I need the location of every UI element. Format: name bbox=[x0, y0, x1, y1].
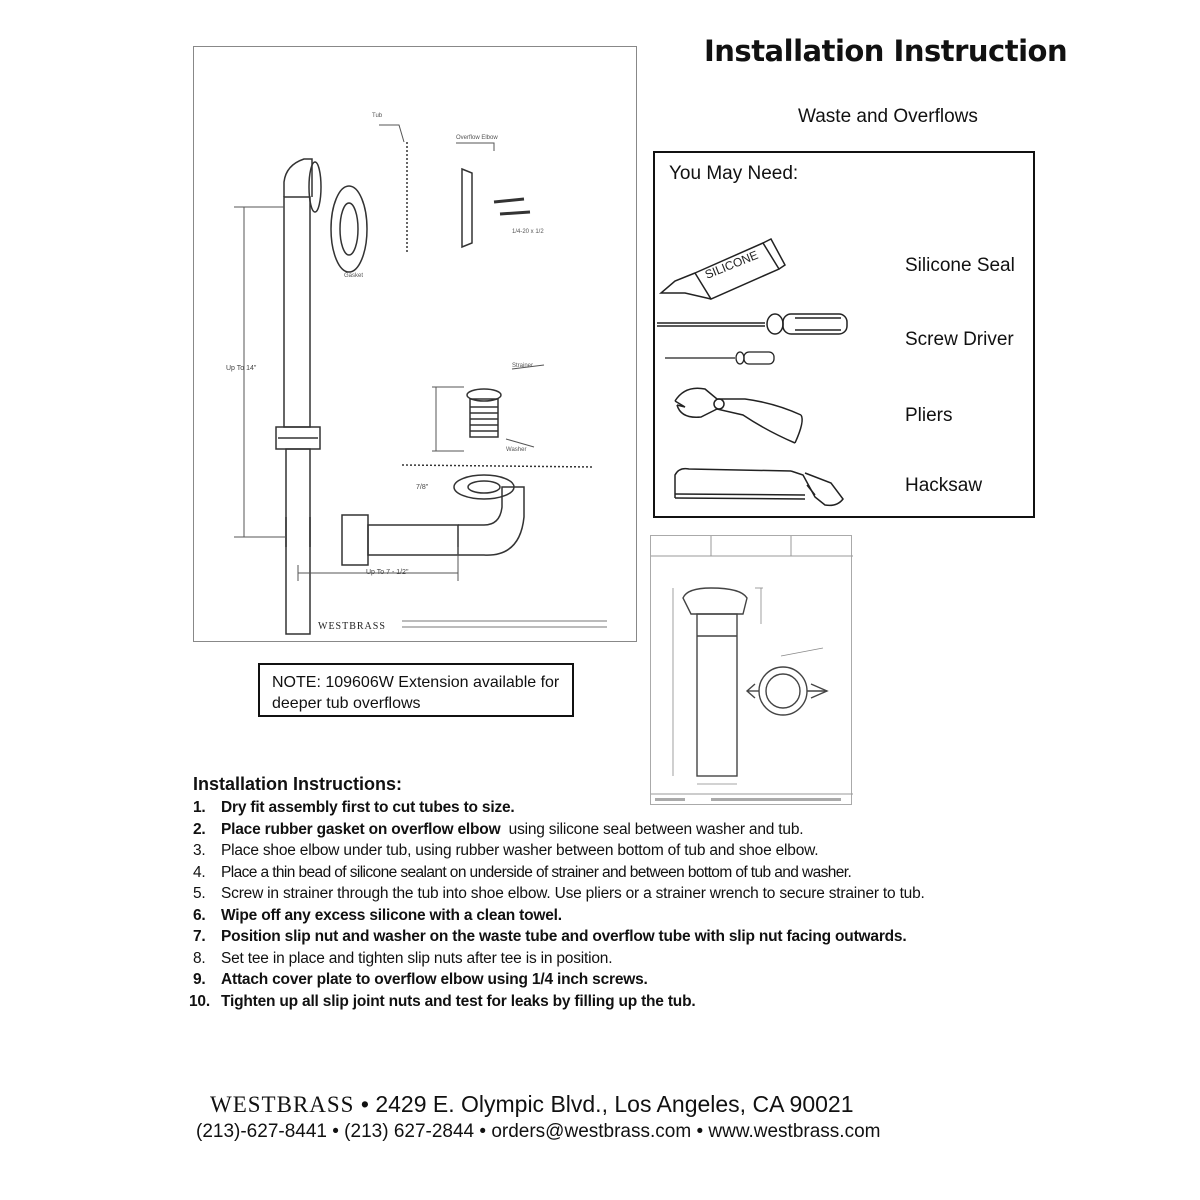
list-item bbox=[193, 862, 963, 884]
instructions-list bbox=[189, 797, 963, 1012]
svg-text:Overflow Elbow: Overflow Elbow bbox=[456, 135, 498, 141]
hacksaw-icon bbox=[675, 469, 843, 506]
dim-label-length: Up To 7 - 1/2" bbox=[366, 569, 409, 576]
step-number: 3. bbox=[193, 842, 206, 859]
footer-address-line bbox=[210, 1091, 854, 1118]
tool-screw-driver: Screw Driver bbox=[905, 329, 1014, 350]
step-text: Wipe off any excess silicone with a clean towel. bbox=[221, 906, 562, 924]
page-subtitle: Waste and Overflows bbox=[798, 106, 978, 127]
screwdriver-icon bbox=[657, 314, 847, 334]
step-bold-text: Place rubber gasket on overflow elbow bbox=[221, 820, 501, 838]
step-number: 9. bbox=[193, 971, 206, 988]
dim-label-height: Up To 14" bbox=[226, 365, 257, 372]
instructions-section bbox=[189, 774, 963, 1012]
dim-label-washer: 7/8" bbox=[416, 484, 429, 491]
svg-text:Strainer: Strainer bbox=[512, 363, 534, 369]
footer-contact: (213)-627-8441 • (213) 627-2844 • orders@westbrass.com • www.westbrass.com bbox=[196, 1121, 881, 1142]
list-item bbox=[193, 969, 963, 991]
svg-text:Tub: Tub bbox=[372, 113, 383, 119]
diagram-brand: WESTBRASS bbox=[318, 621, 386, 632]
list-item bbox=[193, 797, 963, 819]
page-title: Installation Instruction bbox=[704, 34, 1068, 68]
fineprint-lines bbox=[402, 618, 612, 630]
step-number: 5. bbox=[193, 885, 206, 902]
step-number: 10. bbox=[189, 992, 210, 1010]
step-text: Place shoe elbow under tub, using rubber washer between bottom of tub and shoe elbow. bbox=[221, 842, 819, 859]
svg-text:Washer: Washer bbox=[506, 447, 527, 453]
list-item bbox=[193, 948, 963, 970]
dimension-drawing bbox=[650, 535, 852, 805]
step-text: Tighten up all slip joint nuts and test for leaks by filling up the tub. bbox=[221, 992, 696, 1010]
tool-hacksaw: Hacksaw bbox=[905, 475, 983, 496]
step-text: Set tee in place and tighten slip nuts after tee is in position. bbox=[221, 949, 613, 967]
tools-heading: You May Need: bbox=[669, 163, 799, 184]
svg-text:1/4-20 x 1/2: 1/4-20 x 1/2 bbox=[512, 229, 544, 235]
silicone-tube-icon bbox=[661, 239, 785, 299]
dimension-drawing-svg bbox=[651, 536, 853, 806]
list-item bbox=[193, 926, 941, 948]
step-number: 2. bbox=[193, 820, 206, 838]
list-item bbox=[189, 991, 963, 1013]
tool-silicone-seal: Silicone Seal bbox=[905, 255, 1015, 276]
footer-address: • 2429 E. Olympic Blvd., Los Angeles, CA 90021 bbox=[354, 1091, 854, 1117]
list-item bbox=[193, 840, 963, 862]
footer-brand: WESTBRASS bbox=[210, 1092, 355, 1117]
step-number: 1. bbox=[193, 799, 206, 816]
assembly-diagram bbox=[193, 46, 637, 642]
step-text: using silicone seal between washer and tub. bbox=[500, 820, 804, 838]
step-number: 7. bbox=[193, 928, 206, 945]
step-text: Position slip nut and washer on the waste tube and overflow tube with slip nut facing outwards. bbox=[221, 928, 907, 945]
instructions-heading: Installation Instructions: bbox=[193, 774, 403, 794]
tools-drawing bbox=[655, 153, 905, 513]
step-number: 6. bbox=[193, 906, 206, 924]
step-text: Place a thin bead of silicone sealant on underside of strainer and between bottom of tub and washer. bbox=[221, 863, 852, 881]
tube-label: SILICONE bbox=[702, 247, 761, 282]
small-screwdriver-icon bbox=[665, 352, 774, 364]
tool-pliers: Pliers bbox=[905, 405, 953, 426]
step-number: 8. bbox=[193, 949, 206, 967]
step-number: 4. bbox=[193, 863, 206, 881]
svg-text:Gasket: Gasket bbox=[344, 273, 364, 279]
step-text: Screw in strainer through the tub into shoe elbow. Use pliers or a strainer wrench to secure strainer to tub. bbox=[221, 885, 925, 902]
list-item bbox=[193, 905, 963, 927]
list-item bbox=[193, 819, 963, 841]
pliers-icon bbox=[675, 388, 802, 443]
step-text: Attach cover plate to overflow elbow using 1/4 inch screws. bbox=[221, 971, 648, 988]
step-text: Dry fit assembly first to cut tubes to size. bbox=[221, 799, 515, 816]
tools-box bbox=[653, 151, 1035, 518]
assembly-drawing bbox=[194, 47, 638, 643]
list-item bbox=[193, 883, 963, 905]
extension-note: NOTE: 109606W Extension available for deeper tub overflows bbox=[258, 663, 574, 717]
